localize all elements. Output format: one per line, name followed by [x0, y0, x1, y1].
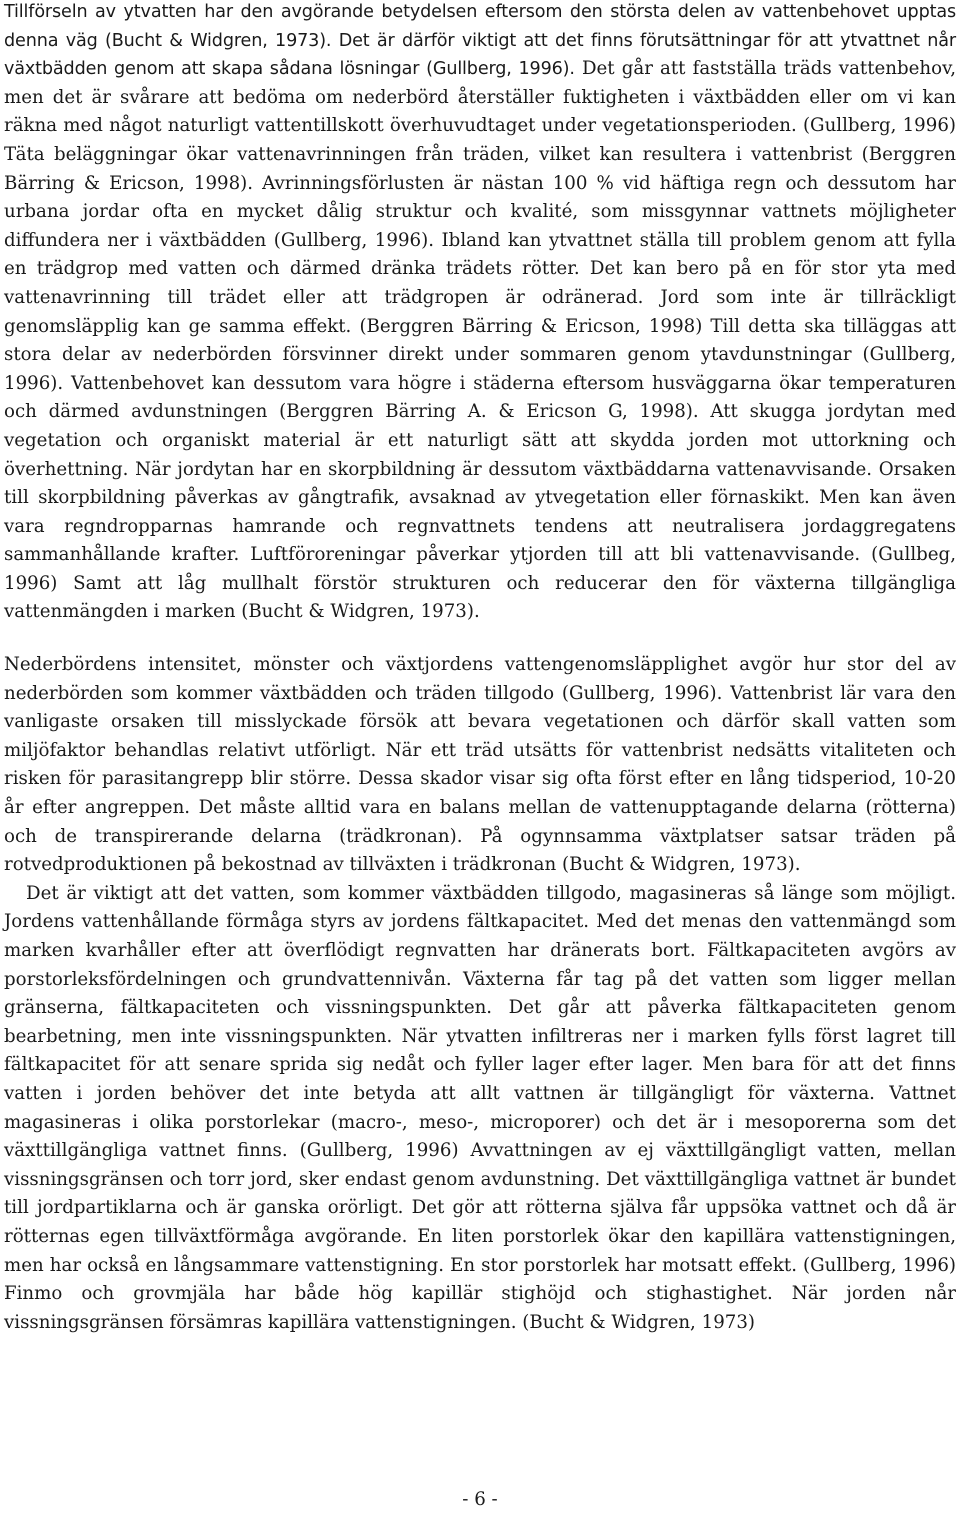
paragraph-3: Det är viktigt att det vatten, som kommer växtbädden tillgodo, magasineras så länge som möjligt. Jordens vattenhållande förmåga styrs av jordens fältkapacitet. Med det menas den vattenmängd som marken kvarhåller efter att överflödigt regnvatten har dränerats bort. Fältkapaciteten avgörs av porstorleksfördelningen och grundvattennivån. Växterna får tag på det vatten som ligger mellan gränserna, fältkapaciteten och vissningspunkten. Det går att påverka fältkapaciteten genom bearbetning, men inte vissningspunkten. När ytvatten infiltreras ner i marken fylls först lagret till fältkapacitet för att senare sprida sig nedåt och fyller lager efter lager. Men bara för att det finns vatten i jorden behöver det inte betyda att allt vattnen är tillgängligt för växterna. Vattnet magasineras i olika porstorlekar (macro-, meso-, microporer) och det är i mesoporerna som det växttillgängliga vattnet finns. (Gullberg, 1996) Avvattningen av ej växttillgängligt vatten, mellan vissningsgränsen och torr jord, sker endast genom avdunstning. Det växttillgängliga vattnet är bundet till jordpartiklarna och är ganska orörligt. Det gör att rötterna själva får uppsöka vattnet och då är rötternas egen tillväxtförmåga avgörande. En liten porstorlek ökar den kapillära vattenstigningen, men har också en långsammare vattenstigning. En stor porstorlek har motsatt effekt. (Gullberg, 1996) Finmo och grovmjäla har både hög kapillär stighöjd och stighastighet. När jorden når vissningsgränsen försämras kapillära vattenstigningen. (Bucht & Widgren, 1973) [4, 882, 956, 1333]
paragraph-1-lead: Tillförseln av ytvatten har den avgörande betydelsen eftersom den största delen av vattenbehovet upptas denna väg (Bucht & Widgren, 1973). Det är därför viktigt att det finns förutsättningar för att ytvattnet når växtbädden genom att skapa sådana lösningar (Gullberg, 1996). [4, 2, 956, 80]
page-number: - 6 - [462, 1489, 498, 1510]
paragraph-1 [4, 0, 956, 627]
paragraph-2: Nederbördens intensitet, mönster och växtjordens vattengenomsläpplighet avgör hur stor del av nederbörden som kommer växtbädden och träden tillgodo (Gullberg, 1996). Vattenbrist lär vara den vanligaste orsaken till misslyckade försök att bevara vegetationen och därför skall vatten som miljöfaktor behandlas relativt utförligt. När ett träd utsätts för vattenbrist nedsätts vitaliteten och risken för parasitangrepp blir större. Dessa skador visar sig ofta först efter en lång tidsperiod, 10-20 år efter angreppen. Det måste alltid vara en balans mellan de vattenupptagande delarna (rötterna) och de transpirerande delarna (trädkronan). På ogynnsamma växtplatser satsar träden på rotvedproduktionen på bekostnad av tillväxten i trädkronan (Bucht & Widgren, 1973). [4, 654, 956, 876]
document-page [4, 0, 956, 1515]
paragraph-1-body: Det går att fastställa träds vattenbehov, men det är svårare att bedöma om nederbörd återställer fuktigheten i växtbädden eller om vi kan räkna med något naturligt vattentillskott överhuvudtaget under vegetationsperioden. (Gullberg, 1996) Täta beläggningar ökar vattenavrinningen från träden, vilket kan resultera i vattenbrist (Berggren Bärring & Ericson, 1998). Avrinningsförlusten är nästan 100 % vid häftiga regn och dessutom har urbana jordar ofta en mycket dålig struktur och kvalité, som missgynnar vattnets möjligheter diffundera ner i växtbädden (Gullberg, 1996). Ibland kan ytvattnet ställa till problem genom att fylla en trädgrop med vatten och därmed dränka trädets rötter. Det kan bero på en för stor yta med vattenavrinning till trädet eller att trädgropen är odränerad. Jord som inte är tillräckligt genomsläpplig kan ge samma effekt. (Berggren Bärring & Ericson, 1998) Till detta ska tilläggas att stora delar av nederbörden försvinner direkt under sommaren genom ytavdunstningar (Gullberg, 1996). Vattenbehovet kan dessutom vara högre i städerna eftersom husväggarna ökar temperaturen och därmed avdunstningen (Berggren Bärring A. & Ericson G, 1998). Att skugga jordytan med vegetation och organiskt material är ett naturligt sätt att skydda jorden mot uttorkning och överhettning. När jordytan har en skorpbildning är dessutom växtbäddarna vattenavvisande. Orsaken till skorpbildning påverkas av gångtrafik, avsaknad av ytvegetation eller förnaskikt. Men kan även vara regndropparnas hamrande och regnvattnets tendens att neutralisera jordaggregatens sammanhållande krafter. Luftföroreningar påverkar ytjorden till att bli vattenavvisande. (Gullbeg, 1996) Samt att låg mullhalt förstör strukturen och reducerar den för växterna tillgängliga vattenmängden i marken (Bucht & Widgren, 1973). [4, 58, 956, 623]
